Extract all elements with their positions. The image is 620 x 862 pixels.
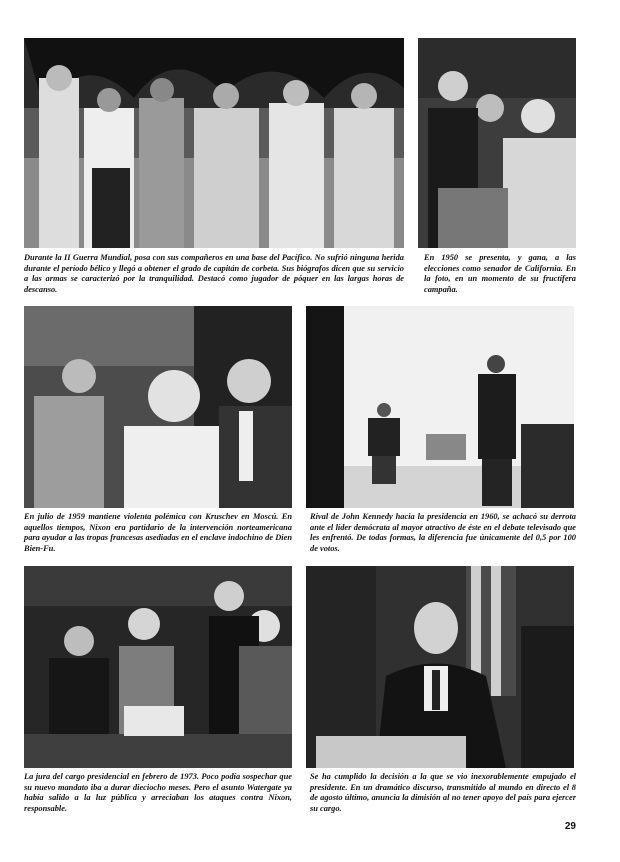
caption-wwii: Durante la II Guerra Mundial, posa con sus compañeros en una base del Pacífico. No sufrió ninguna herida durante el período bélico y llegó a obtener el grado de capitán de corbeta. Sus biógrafos dicen que su servicio a las armas se caracterizó por la tranquilidad. Destacó como jugador de póquer en las largas horas de descanso. <box>24 253 404 294</box>
photo-senate-campaign <box>418 38 576 248</box>
caption-inauguration: La jura del cargo presidencial en febrero de 1973. Poco podía sospechar que su nuevo mandato iba a durar dieciocho meses. Pero el asunto Watergate ya había salido a la luz pública y arreciaban los ataques contra Nixon, responsable. <box>24 772 292 813</box>
photo-kennedy-debate <box>306 306 574 508</box>
photo-resignation-speech <box>306 566 574 768</box>
caption-resignation: Se ha cumplido la decisión a la que se vio inexorablemente empujado el presidente. En un dramático discurso, transmitido al mundo en directo el 8 de agosto último, anuncia la dimisión al no tener apoyo del país para ejercer su cargo. <box>310 772 576 813</box>
caption-kennedy: Rival de John Kennedy hacia la presidencia en 1960, se achacó su derrota ante el líder demócrata al mayor atractivo de éste en el debate televisado que les enfrentó. De todas formas, la diferencia fue únicamente del 0,5 por 100 de votos. <box>310 512 576 553</box>
caption-khrushchev: En julio de 1959 mantiene violenta polémica con Kruschev en Moscú. En aquellos tiempos, Nixon era partidario de la intervención norteamericana para ayudar a las tropas francesas asediadas en el enclave indochino de Dien Bien-Fu. <box>24 512 292 553</box>
photo-inauguration <box>24 566 292 768</box>
photo-khrushchev-debate <box>24 306 292 508</box>
photo-wwii-group <box>24 38 404 248</box>
caption-senate: En 1950 se presenta, y gana, a las elecciones como senador de California. En la foto, en un momento de su fructífera campaña. <box>424 253 576 294</box>
page-number: 29 <box>564 821 576 832</box>
